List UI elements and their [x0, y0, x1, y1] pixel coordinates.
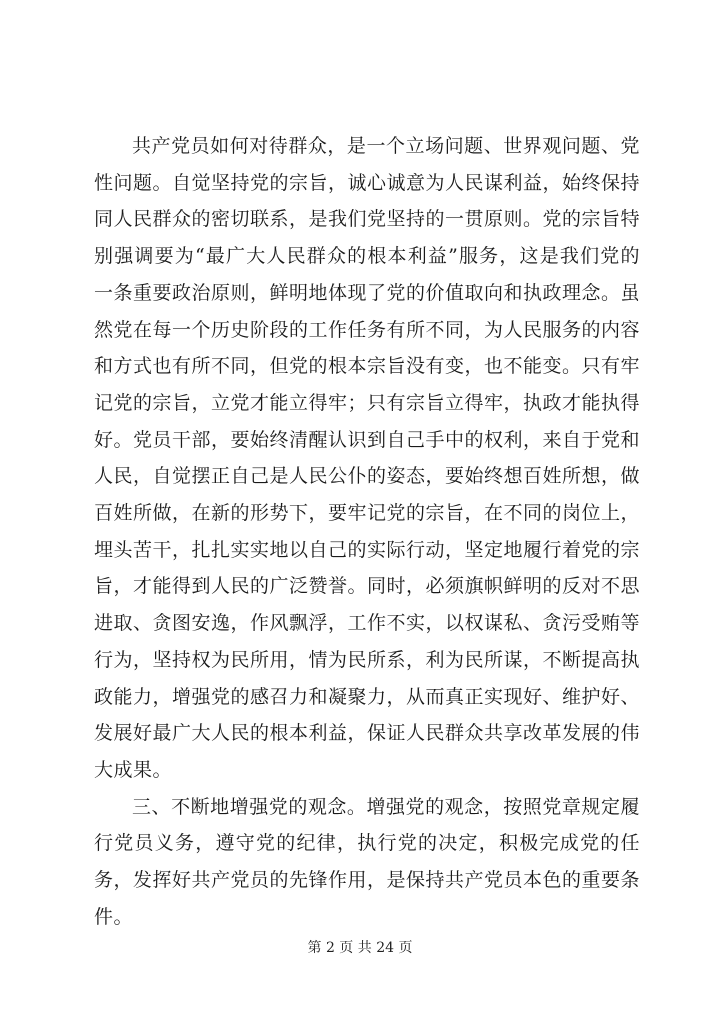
paragraph-party-members-and-masses: 共产党员如何对待群众，是一个立场问题、世界观问题、党性问题。自觉坚持党的宗旨，诚心诚意为人民谋利益，始终保持同人民群众的密切联系，是我们党坚持的一贯原则。党的宗旨特别强调要为“最广大人民群众的根本利益”服务，这是我们党的一条重要政治原则，鲜明地体现了党的价值取向和执政理念。虽然党在每一个历史阶段的工作任务有所不同，为人民服务的内容和方式也有所不同，但党的根本宗旨没有变，也不能变。只有牢记党的宗旨，立党才能立得牢；只有宗旨立得牢，执政才能执得好。党员干部，要始终清醒认识到自己手中的权利，来自于党和人民，自觉摆正自己是人民公仆的姿态，要始终想百姓所想，做百姓所做，在新的形势下，要牢记党的宗旨，在不同的岗位上，埋头苦干，扎扎实实地以自己的实际行动，坚定地履行着党的宗旨，才能得到人民的广泛赞誉。同时，必须旗帜鲜明的反对不思进取、贪图安逸，作风飘浮，工作不实，以权谋私、贪污受贿等行为，坚持权为民所用，情为民所系，利为民所谋，不断提高执政能力，增强党的感召力和凝聚力，从而真正实现好、维护好、发展好最广大人民的根本利益，保证人民群众共享改革发展的伟大成果。 [94, 135, 641, 781]
paragraph-strengthen-party-concept: 三、不断地增强党的观念。增强党的观念，按照党章规定履行党员义务，遵守党的纪律，执行党的决定，积极完成党的任务，发挥好共产党员的先锋作用，是保持共产党员本色的重要条件。 [94, 795, 641, 928]
page-number-footer: 第 2 页 共 24 页 [307, 940, 413, 956]
document-body [94, 128, 640, 935]
